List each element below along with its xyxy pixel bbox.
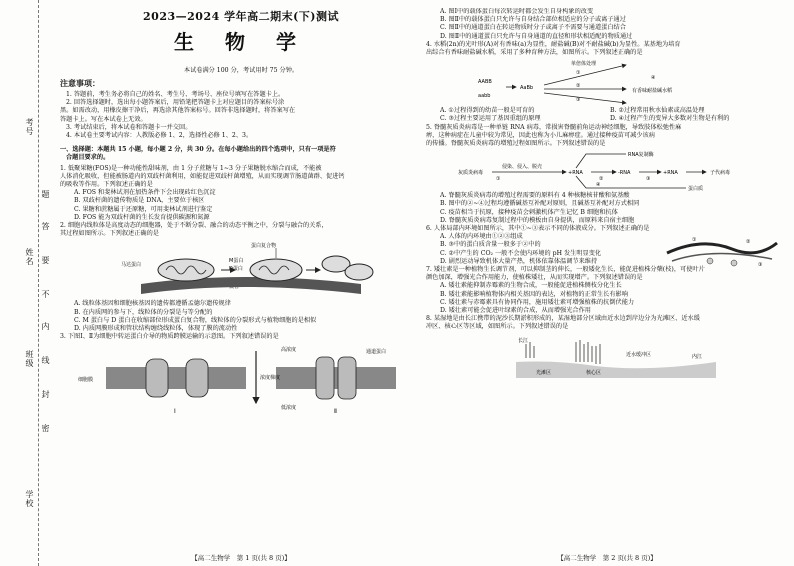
fig-label-membrane-i: 细胞膜 [78,377,94,384]
q3-option-a: A. 图Ⅰ中的载体蛋白每次转运时都会发生自身构象的改变 [440,8,594,15]
fig-label-rep: RNA复制酶 [628,152,654,159]
fig-label-p2: aabb [478,93,491,100]
fig-label-result: 有香味耐盐碱水稻 [632,88,673,95]
q5-option-c: C. 疫苗相当于抗原，接种疫苗会刺激机体产生记忆 B 细胞和抗体 [440,208,618,216]
question-2 [60,222,422,333]
fig-label-high: 高浓度 [281,347,297,354]
q7-option-b: B. 矮壮素能影响植物体内相关基因的表达，对植物的正常生长有影响 [440,290,628,298]
fig-label-l1: 光滩区 [536,369,552,376]
section-heading-cont: 合题目要求的。 [66,154,110,162]
seal-char: 题 [41,190,50,199]
reeds [526,340,600,364]
notice-item: 答题卡上。写在本试卷上无效。 [60,115,147,123]
question-4 [426,41,788,124]
fig-label-rna2: -RNA [618,170,631,177]
binding-strip [0,0,50,566]
lymph-vessel [672,254,772,262]
cell [707,258,713,264]
membrane-i [106,367,246,389]
fig-label-virus: 灰质炎病毒 [458,170,484,177]
q6-option-d: D. 剧烈运动导致机体大量产热，机体依靠体温调节来维持 [440,257,598,265]
q7-option-a: A. 矮壮素能抑制赤霉素的生物合成，一般能促进植株侧枝分化生长 [440,282,622,290]
seal-char: 线 [41,356,50,365]
question-8 [426,315,788,377]
fig-label-n3: ③ [646,176,651,183]
seal-char: 封 [41,390,50,399]
fig-label-step2: ② [576,83,581,90]
name-label: 姓名 [25,248,34,266]
fig-label-n2: ② [599,176,604,183]
seal-char: 要 [41,256,50,265]
q5-option-a: A. 脊髓灰质炎病毒的增殖过程需要的原料有 4 种核糖核苷酸和氨基酸 [440,192,630,200]
fig-label-f1: AaBb [520,85,534,92]
q4-option-b: B. ②过程常用秋水仙素或高温处理 [610,107,705,115]
fig-label-b: ② [746,239,751,246]
fig-label-low: 低浓度 [281,405,297,412]
q5-option-b: B. 图中的②~④过程均遵循碱基互补配对原则，且碱基互补配对方式相同 [440,200,640,208]
virus-replication-figure [456,148,756,192]
exam-no-label: 考号 [25,118,34,136]
exam-note: 本试卷满分 100 分，考试用时 75 分钟。 [183,67,299,74]
q7-option-c: C. 矮壮素与赤霉素具有协同作用，施用矮壮素可增强植株的抗倒伏能力 [440,298,635,306]
q5-stem: 痹，这种病症在儿童中较为常见，因此也称为小儿麻痹症。通过接种疫苗可减少该病 [426,131,655,139]
cell [731,260,737,266]
q7-stem: 颜色加深，增强光合作用能力，使植株矮壮，从而实现增产。下列叙述错误的是 [426,274,643,282]
mitochondrion-2 [250,259,302,281]
q1-option-c: C. 果糖和蔗糖属于还原糖，可用斐林试剂进行鉴定 [74,205,213,213]
q7-stem: 7. 矮壮素是一种植物生长调节剂，可以抑制茎的伸长，一般矮化生长，能促进植株分蘖(枝)，可使叶片 [426,266,705,274]
membrane-ii [276,367,396,389]
section-heading: 一、选择题：本题共 15 小题，每小题 2 分，共 30 分。在每小题给出的四个选项中，只有一项是符 [60,146,336,154]
fig-label-other: 单倍体处理 [571,61,597,68]
fig-label-motor: 马达蛋白 [121,262,142,269]
q8-stem: 冲区、核心区等区域，如图所示。下列叙述错误的是 [426,323,569,331]
mitochondrion-3b [345,264,373,280]
fig-label-process: 侵染、侵入、脱壳 [502,164,543,171]
notice-item: 3. 考试结束后，将本试卷和答题卡一并交回。 [66,123,192,131]
q3-option-d: D. 图Ⅱ中的通道蛋白只允许与自身通道的直径和形状相适配的物质通过 [440,32,633,40]
fig-label-rna1: +RNA [568,170,583,177]
capillary [667,243,777,253]
page-footer-right: 【高二生物学 第 2 页(共 8 页)】 [557,554,657,562]
mitochondria-figure [101,240,381,298]
q1-stem: 人体消化吸收，但能被肠道内的双歧杆菌利用，如能促进双歧杆菌增殖，从而实现调节肠道菌群、促进钙 [60,172,345,180]
seal-char: 不 [41,290,50,299]
q3-option-b: B. 图Ⅱ中的载体蛋白只允许与自身结合部位相适应的分子或离子通过 [440,16,626,24]
school-label: 学校 [25,490,34,508]
question-5 [426,124,788,225]
notice-heading: 注意事项： [60,78,100,88]
notice-item: 1. 答题前，考生务必将自己的姓名、考生号、考场号、座位号填写在答题卡上。 [66,91,285,98]
fig-label-protein: 蛋白质 [688,186,704,193]
class-label: 班级 [25,350,34,368]
fig-label-i: Ⅰ [174,408,176,416]
fig-label-river: 长江 [518,337,529,344]
right-column [426,8,788,548]
q1-option-d: D. FOS 能为双歧杆菌的生长发育提供碳源和氮源 [74,213,210,221]
subject-title: 生 物 学 [174,30,308,54]
notice-item: 4. 本试卷主要考试内容：人教版必修 1、2，选择性必修 1、2、3。 [66,132,253,140]
q2-stem: 2. 细胞内线粒体是高度动态的细胞器，处于不断分裂、融合的动态平衡之中，分裂与融合的关系， [60,222,328,230]
fig-label-a: ① [692,237,697,244]
fig-label-complex: 蛋白复合物 [251,243,277,250]
seal-char: 内 [41,322,50,331]
fig-label-p1: AABB [478,79,492,86]
notice-item: 2. 回答选择题时，选出每小题答案后，用铅笔把答题卡上对应题目的答案标号涂 [66,99,285,107]
body-fluid-figure [662,233,782,267]
fig-label-c: ③ [758,262,763,268]
seal-char: 答 [41,222,50,231]
left-column [60,8,422,548]
fig-label-channel: 通道蛋白 [366,349,387,356]
q2-stem: 其过程如图所示。下列叙述正确的是 [60,230,159,238]
fig-label-n1: ① [496,176,501,183]
fig-label-m: M蛋白 [229,258,244,265]
fig-label-step3: ③ [576,97,581,104]
q1-option-b: B. 双歧杆菌的遗传物质是 DNA，主要位于核区 [74,197,205,205]
q6-option-b: B. ③中的蛋白质含量一般多于②中的 [440,241,541,249]
q6-stem: 6. 人体局部内环境如图所示，其中①~③表示不同的体液成分。下列叙述正确的是 [426,225,650,233]
q5-option-d: D. 脊髓灰质炎病毒复制过程中的模板由自身提供，而原料来自宿主细胞 [440,216,635,224]
q8-stem: 8. 某湿地是由长江携带的泥沙长期淤积形成的，某湿地部分区域由近水边到岸边分为光滩区、近水缓 [426,315,700,323]
q6-option-c: C. ②中产生的 CO₂ 一般不会使内环境的 pH 发生明显变化 [440,249,602,257]
q2-option-b: B. 在内质网的参与下，线粒体的分裂是与等分配的 [74,308,213,316]
transport-figure [76,341,406,415]
q4-stem: 出综合有香味耐盐碱水稻，采用了多种育种方法，如图所示。下列叙述正确的是 [426,49,643,57]
page-footer-left: 【高二生物学 第 1 页(共 8 页)】 [191,554,291,562]
fig-label-d: D蛋白 [229,266,243,273]
q1-option-a: A. FOS 和斐林试剂在加热条件下会出现砖红色沉淀 [74,189,216,197]
fig-label-l2: 核心区 [586,369,602,376]
q1-stem: 的吸收等作用。下列叙述正确的是 [60,181,153,189]
notice-item: 黑。如需改动，用橡皮擦干净后，再选涂其他答案标号。回答非选择题时，将答案写在 [60,107,296,115]
q2-option-a: A. 线粒体基因和细胞核基因的遗传都遵循孟德尔遗传规律 [74,300,231,308]
q2-option-c: C. M 蛋白与 D 蛋白在收缩部位形成蛋白复合物，线粒体的分裂形式与植物细胞的是相似 [74,316,317,324]
q7-option-d: D. 矮壮素可能会促进叶绿素的合成，从而增强光合作用 [440,307,591,315]
q5-stem: 5. 脊髓灰质炎病毒是一种单链 RNA 病毒，常损害脊髓前角运动神经细胞，导致肢体松弛性麻 [426,123,682,131]
question-1 [60,165,422,222]
question-6 [426,225,788,266]
q1-stem: 1. 低聚果糖(FOS)是一种功能性甜味剂，由 1 分子蔗糖与 1~3 分子果糖脱水缩合而成，不能被 [60,164,322,172]
fig-label-offspring: 子代病毒 [710,170,731,177]
fig-label-gradient: 浓度梯度 [260,375,281,382]
q2-option-d: D. 内质网膜形成和管状结构缠绕线粒体，体现了膜的流动性 [74,325,238,333]
q4-stem: 4. 水稻(2n)的光叶形(A)对有香味(a)为显性，耐盐碱(B)对不耐盐碱(b)为显性。某基地为培育 [426,40,681,48]
question-3 [60,333,422,415]
q6-option-a: A. 人体的内环境由①②③组成 [440,233,523,241]
fig-label-l3: 近水缓冲区 [626,351,652,358]
breeding-figure [476,57,716,107]
q3-stem: 3. 下图Ⅰ、Ⅱ为细胞中转运蛋白介导的物质跨膜运输的示意图。下列叙述错误的是 [60,333,279,341]
fig-label-ii: Ⅱ [334,408,337,416]
wetland-figure [516,332,716,378]
fig-label-step4: ④ [651,75,656,82]
fig-label-l4: 内江 [692,353,703,360]
q4-option-c: C. ③过程主要运用了基因重组的原理 [440,115,541,123]
q4-option-a: A. ①过程得到的幼苗一般是可育的 [440,107,535,115]
fig-label-n4: ④ [596,182,601,189]
q4-option-d: D. ④过程产生的变异大多数对生物是有利的 [610,115,730,123]
q3-option-c: C. 图Ⅱ中的通道蛋白在转运物质时分子或离子不需要与通道蛋白结合 [440,24,626,32]
q5-stem: 的传播。脊髓灰质炎病毒的增殖过程如图所示。下列叙述错误的是 [426,140,606,148]
fig-label-rna3: +RNA [663,170,678,177]
fig-label-step1: ① [576,70,581,77]
question-7 [426,266,788,315]
seal-char: 密 [41,424,50,433]
exam-title: 2023—2024 学年高二期末(下)测试 [143,10,339,23]
